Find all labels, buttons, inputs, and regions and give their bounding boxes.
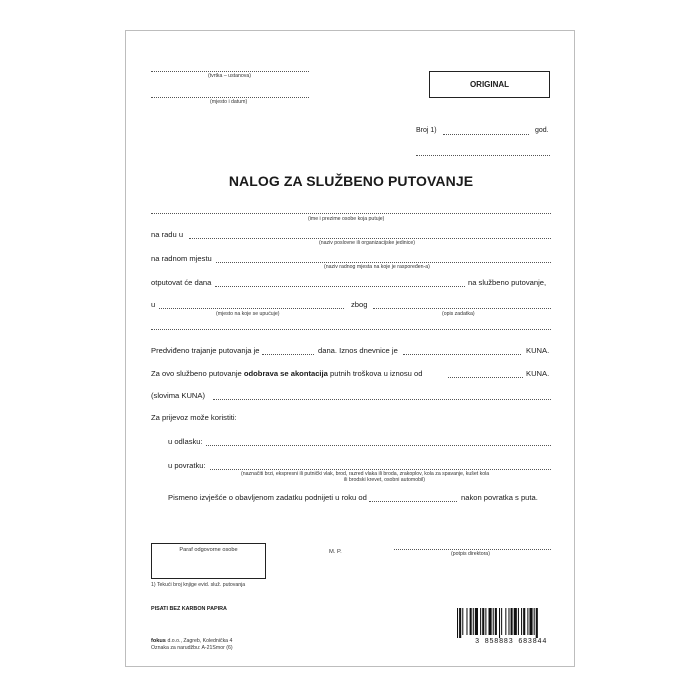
barcode-bar — [482, 608, 484, 635]
barcode-bar — [485, 608, 486, 635]
ime-caption: (ime i prezime osobe koja putuje) — [308, 216, 385, 222]
akontacija-iznos-line[interactable] — [448, 377, 523, 378]
barcode-bar — [475, 608, 478, 635]
barcode-bar — [499, 608, 500, 638]
tvrtka-line[interactable] — [151, 71, 309, 72]
document-title: NALOG ZA SLUŽBENO PUTOVANJE — [228, 173, 474, 189]
pisati-label: PISATI BEZ KARBON PAPIRA — [151, 606, 227, 612]
akontacija-suffix: putnih troškova u iznosu od — [330, 369, 423, 378]
barcode-bar — [521, 608, 522, 635]
akontacija-bold: odobrava se akontacija — [243, 369, 328, 378]
povratku-line[interactable] — [210, 469, 551, 470]
broj-label: Broj 1) — [416, 127, 437, 134]
barcode-bar — [534, 608, 535, 635]
barcode — [451, 607, 572, 645]
barcode-bar — [518, 608, 519, 635]
god-label: god. — [535, 127, 549, 134]
barcode-bar — [505, 608, 506, 635]
barcode-bar — [511, 608, 513, 635]
zbog-caption: (opis zadatka) — [442, 311, 475, 317]
barcode-bar — [459, 608, 461, 638]
publisher-line-1 — [151, 638, 232, 644]
potpis-line[interactable] — [394, 549, 551, 550]
barcode-bar — [527, 608, 528, 635]
barcode-number: 3 858883 683844 — [474, 638, 548, 645]
kuna-label: KUNA. — [526, 346, 550, 355]
barcode-bar — [529, 608, 532, 635]
nakon-povratka-label: nakon povratka s puta. — [461, 493, 538, 502]
tvrtka-caption: (tvrtka – ustanova) — [208, 73, 251, 79]
paraf-label: Paraf odgovorne osobe — [179, 547, 238, 553]
radno-mjesto-caption: (naziv radnog mjesta na koje je raspoređen-a) — [324, 264, 430, 270]
barcode-bar — [462, 608, 463, 635]
barcode-icon — [451, 607, 572, 645]
trajanje-line[interactable] — [262, 354, 314, 355]
barcode-bar — [495, 608, 497, 635]
mp-label: M. P. — [329, 549, 342, 555]
akontacija-prefix: Za ovo službeno putovanje — [151, 369, 242, 378]
na-radu-line[interactable] — [189, 238, 551, 239]
barcode-bar — [480, 608, 481, 635]
barcode-bar — [470, 608, 472, 635]
potpis-caption: (potpis direktora) — [451, 551, 490, 557]
broj-extra-line[interactable] — [416, 155, 550, 156]
original-box — [429, 71, 550, 98]
paraf-box[interactable] — [151, 543, 266, 579]
odlasku-line[interactable] — [206, 445, 551, 446]
barcode-bar — [489, 608, 492, 635]
prijevoz-label: Za prijevoz može koristiti: — [151, 413, 237, 422]
radno-mjesto-line[interactable] — [216, 262, 551, 263]
prijevoz-caption-1: (naznačiti brzi, ekspresni ili putnički vlak, brod, razred vlaka ili broda, zrakoplov, kola za spavanje, kušet kola — [241, 471, 490, 477]
barcode-bar — [473, 608, 474, 635]
zbog-label: zbog — [351, 300, 368, 309]
publisher-address: d.o.o., Zagreb, Kolednička 4 — [167, 638, 233, 644]
barcode-bar — [493, 608, 494, 635]
izvjesce-label: Pismeno izvješće o obavljenom zadatku podnijeti u roku od — [168, 493, 367, 502]
radno-mjesto-label: na radnom mjestu — [151, 254, 212, 263]
odlasku-label: u odlasku: — [168, 437, 203, 446]
otputovat-label: otputovat će dana — [151, 278, 212, 287]
mjesto-datum-line[interactable] — [151, 97, 309, 98]
barcode-bar — [536, 608, 538, 638]
akontacija-text — [151, 369, 422, 378]
barcode-bar — [501, 608, 502, 635]
publisher-name: fokus — [151, 638, 166, 644]
na-radu-label: na radu u — [151, 230, 184, 239]
barcode-bar — [523, 608, 525, 635]
trajanje-label: Predviđeno trajanje putovanja je — [151, 346, 260, 355]
dana-label: dana. Iznos dnevnice je — [318, 346, 398, 355]
izvjesce-rok-line[interactable] — [369, 501, 457, 502]
na-radu-caption: (naziv poslovne ili organizacijske jedinice) — [319, 240, 416, 246]
mjesto-datum-caption: (mjesto i datum) — [210, 99, 248, 105]
footnote: 1) Tekući broj knjige evid. služ. putovanja — [151, 582, 246, 588]
datum-putovanja-line[interactable] — [215, 286, 465, 287]
travel-order-form — [125, 30, 575, 667]
barcode-bar — [508, 608, 509, 635]
ime-prezime-line[interactable] — [151, 213, 551, 214]
sluzbeno-putovanje-label: na službeno putovanje, — [468, 278, 547, 287]
slovima-line[interactable] — [213, 399, 551, 400]
slovima-label: (slovima KUNA) — [151, 391, 206, 400]
dnevnica-line[interactable] — [403, 354, 521, 355]
u-label: u — [151, 300, 156, 309]
original-label: ORIGINAL — [469, 80, 510, 89]
barcode-bar — [514, 608, 517, 635]
barcode-bar — [457, 608, 458, 638]
mjesto-caption: (mjesto na koje se upućuje) — [216, 311, 280, 317]
kuna-label-2: KUNA. — [526, 369, 550, 378]
barcode-bar — [466, 608, 467, 635]
broj-line[interactable] — [443, 134, 529, 135]
povratku-label: u povratku: — [168, 461, 206, 470]
mjesto-line[interactable] — [159, 308, 344, 309]
zbog-line[interactable] — [373, 308, 551, 309]
publisher-line-2: Oznaka za narudžbu: A-21Smor (6) — [151, 645, 233, 651]
prijevoz-caption-2: ili brodski krevet, osobni automobil) — [344, 477, 426, 483]
zbog-extra-line[interactable] — [151, 329, 551, 330]
